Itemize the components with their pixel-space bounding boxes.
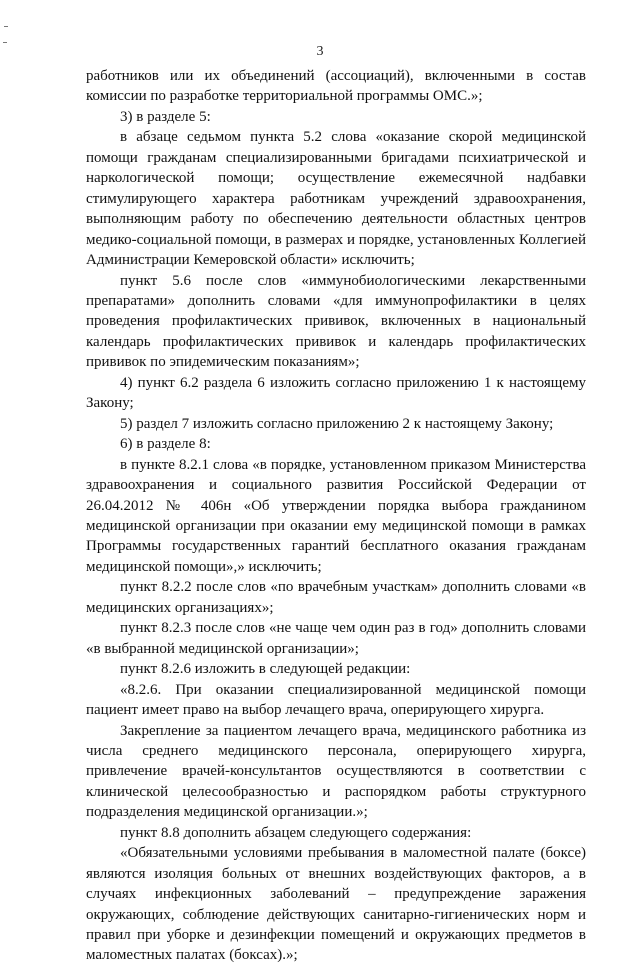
paragraph: Закрепление за пациентом лечащего врача, медицинского работника из числа среднего медицинского персонала, оперирующего хирурга, привлечение врачей-консультантов осуществляются в соответствии с клинической целесообразностью и распорядком работы структурного подразделения медицинской организации.»; xyxy=(86,722,586,821)
paragraph: пункт 8.2.3 после слов «не чаще чем один раз в год» дополнить словами «в выбранной медицинской организации»; xyxy=(86,620,586,657)
paragraph: 5) раздел 7 изложить согласно приложению 2 к настоящему Закону; xyxy=(120,415,554,432)
paragraph: пункт 8.2.6 изложить в следующей редакции: xyxy=(120,661,411,678)
paragraph: «8.2.6. При оказании специализированной медицинской помощи пациент имеет право на выбор лечащего врача, оперирующего хирурга. xyxy=(86,681,586,719)
paragraph: «Обязательными условиями пребывания в маломестной палате (боксе) являются изоляция больных от внешних воздействующих факторов, а в случаях инфекционных заболеваний – предупреждение заражения окружающих, соблюдение действующих санитарно-гигиенических норм и правил при уборке и дезинфекции помещений и окружающих предметов в маломестных палатах (боксах).»; xyxy=(86,845,586,964)
document-body xyxy=(86,66,586,966)
paragraph: 3) в разделе 5: xyxy=(120,108,211,125)
paragraph: в пункте 8.2.1 слова «в порядке, установленном приказом Министерства здравоохранения и социального развития Российской Федерации от 26.04.2012 № 406н «Об утверждении порядка выбора гражданином медицинской организации при оказании ему медицинской помощи в рамках Программы государственных гарантий бесплатного оказания гражданам медицинской помощи»,» исключить; xyxy=(86,456,586,575)
paragraph: 4) пункт 6.2 раздела 6 изложить согласно приложению 1 к настоящему Закону; xyxy=(86,374,586,412)
scan-artifact xyxy=(3,42,7,43)
page-number: 3 xyxy=(316,44,324,59)
paragraph: пункт 5.6 после слов «иммунобиологическими лекарственными препаратами» дополнить словами «для иммунопрофилактики в целях проведения профилактических прививок, включенных в национальный календарь профилактических прививок и календарь профилактических прививок по эпидемическим показаниям»; xyxy=(86,272,586,371)
paragraph: 6) в разделе 8: xyxy=(120,436,211,453)
paragraph: пункт 8.8 дополнить абзацем следующего содержания: xyxy=(120,824,472,841)
paragraph: пункт 8.2.2 после слов «по врачебным участкам» дополнить словами «в медицинских организациях»; xyxy=(86,579,586,616)
scan-artifact xyxy=(4,26,8,27)
paragraph: работников или их объединений (ассоциаций), включенными в состав комиссии по разработке территориальной программы ОМС.»; xyxy=(86,68,586,105)
paragraph: в абзаце седьмом пункта 5.2 слова «оказание скорой медицинской помощи гражданам специализированными бригадами психиатрической и наркологической помощи; осуществление ежемесячной надбавки стимулирующего характера работникам учреждений здравоохранения, выполняющим работу по обеспечению деятельности областных центров медико-социальной помощи, в размерах и порядке, установленных Коллегией Администрации Кемеровской области» исключить; xyxy=(86,129,586,269)
